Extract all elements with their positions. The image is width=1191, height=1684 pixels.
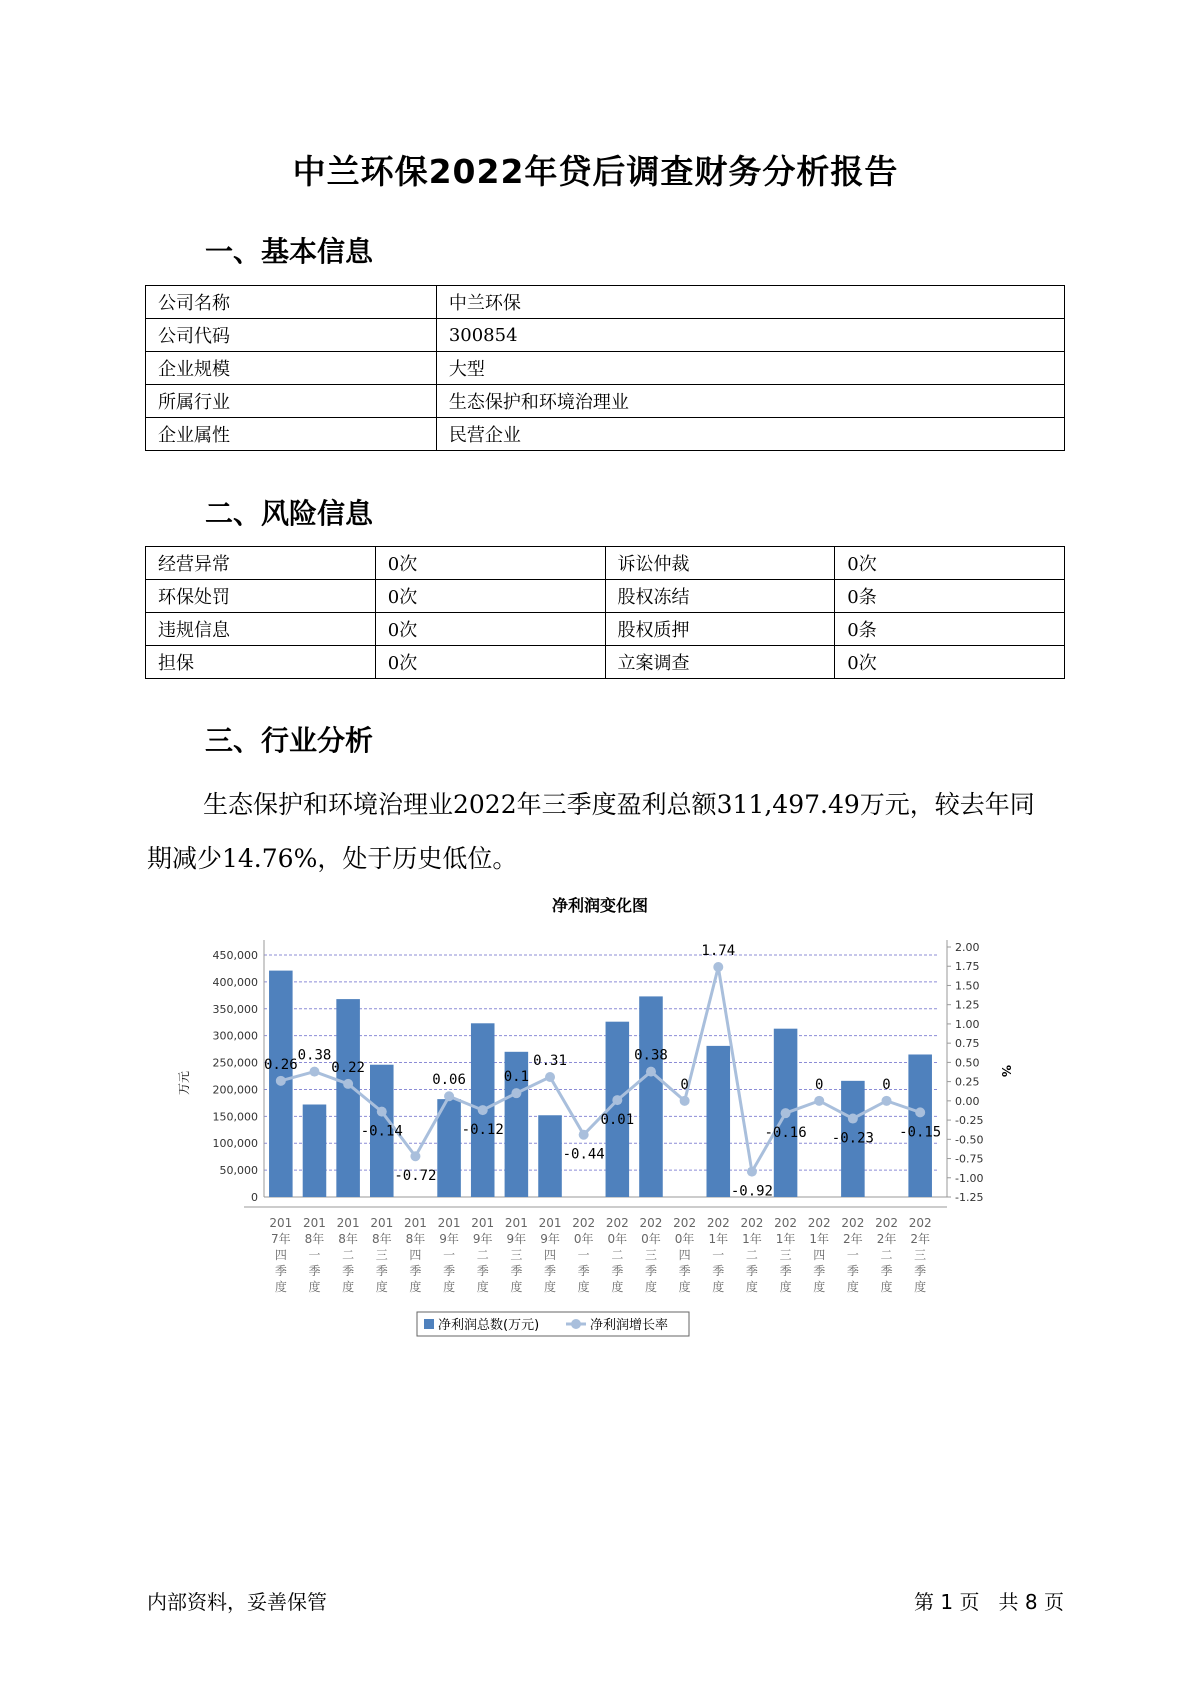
section-heading-basic: 一、基本信息 (205, 235, 374, 268)
y-right-tick-label: -0.25 (955, 1114, 984, 1128)
growth-rate-point (814, 1096, 824, 1106)
growth-rate-data-label: -0.12 (461, 1122, 504, 1139)
y-right-tick-label: 0.00 (955, 1094, 980, 1108)
y-tick-label: 250,000 (212, 1056, 258, 1070)
basic-row (146, 319, 1065, 352)
y-tick-label: 400,000 (212, 975, 258, 989)
x-tick-label: 201 8年二季度 (336, 1216, 360, 1294)
risk-row (146, 646, 1065, 679)
risk-value-cell: 0条 (835, 613, 1065, 646)
x-tick-label: 201 8年三季度 (370, 1216, 394, 1294)
basic-label-cell: 企业规模 (146, 352, 437, 385)
risk-label-cell: 股权冻结 (605, 580, 835, 613)
y-right-tick-label: 1.00 (955, 1017, 980, 1031)
growth-rate-point (579, 1130, 589, 1140)
basic-value-cell: 大型 (436, 352, 1064, 385)
basic-value-cell: 民营企业 (436, 418, 1064, 451)
risk-label-cell: 违规信息 (146, 613, 376, 646)
growth-rate-data-label: -0.15 (899, 1124, 942, 1141)
risk-row (146, 547, 1065, 580)
legend-line-label: 净利润增长率 (590, 1318, 669, 1333)
growth-rate-data-label: 0.01 (600, 1112, 635, 1129)
y-tick-label: 350,000 (212, 1002, 258, 1016)
x-tick-label: 202 2年二季度 (875, 1216, 898, 1294)
growth-rate-point (612, 1095, 622, 1105)
bar (706, 1046, 730, 1197)
y-tick-label: 50,000 (219, 1164, 258, 1178)
growth-rate-data-label: 0.38 (634, 1047, 668, 1064)
x-tick-label: 202 0年四季度 (673, 1216, 697, 1294)
x-tick-label: 202 1年二季度 (740, 1216, 764, 1294)
growth-rate-data-label: 0.06 (432, 1072, 466, 1089)
risk-info-table (145, 546, 1065, 679)
risk-label-cell: 担保 (146, 646, 376, 679)
growth-rate-data-label: -0.23 (831, 1130, 874, 1147)
x-tick-label: 201 9年三季度 (504, 1216, 528, 1294)
growth-rate-point (343, 1079, 353, 1089)
y-right-tick-label: -0.75 (955, 1152, 984, 1166)
growth-rate-data-label: -0.14 (360, 1123, 403, 1140)
basic-label-cell: 企业属性 (146, 418, 437, 451)
legend-line-marker (571, 1319, 581, 1329)
growth-rate-data-label: -0.16 (764, 1125, 807, 1142)
growth-rate-point (781, 1108, 791, 1118)
x-tick-label: 202 0年二季度 (605, 1216, 629, 1294)
x-tick-label: 202 2年一季度 (841, 1216, 865, 1294)
x-tick-label: 201 9年一季度 (437, 1216, 461, 1294)
basic-row (146, 385, 1065, 418)
y-tick-label: 150,000 (212, 1110, 258, 1124)
y-right-tick-label: -1.00 (955, 1171, 984, 1185)
x-tick-label: 201 8年一季度 (303, 1216, 326, 1294)
chart-title: 净利润变化图 (551, 896, 649, 915)
y-right-tick-label: 0.25 (955, 1075, 980, 1089)
report-title: 中兰环保2022年贷后调查财务分析报告 (292, 152, 899, 191)
growth-rate-point (680, 1096, 690, 1106)
section-heading-industry: 三、行业分析 (205, 724, 374, 757)
y-axis-title: 万元 (177, 1070, 191, 1096)
growth-rate-data-label: -0.92 (730, 1183, 774, 1200)
x-tick-label: 202 1年三季度 (774, 1216, 798, 1294)
x-tick-label: 201 9年二季度 (471, 1216, 495, 1294)
growth-rate-point (309, 1067, 319, 1077)
x-tick-label: 201 9年四季度 (538, 1216, 562, 1294)
page-number: 第 1 页 共 8 页 (914, 1590, 1064, 1614)
legend-bar-label: 净利润总数(万元) (438, 1318, 540, 1333)
growth-rate-data-label: 0.1 (503, 1069, 530, 1086)
y-right-axis-title: % (999, 1064, 1013, 1078)
y-right-tick-label: 0.75 (955, 1037, 980, 1051)
net-profit-chart (177, 885, 1040, 1355)
growth-rate-data-label: 0.38 (297, 1047, 332, 1064)
risk-row (146, 580, 1065, 613)
x-tick-label: 202 2年三季度 (908, 1216, 932, 1294)
growth-rate-data-label: 1.74 (701, 943, 736, 959)
x-tick-label: 202 1年一季度 (706, 1216, 730, 1294)
growth-rate-point (646, 1067, 656, 1077)
y-right-tick-label: 1.75 (955, 960, 980, 974)
bar (336, 999, 360, 1197)
basic-row (146, 418, 1065, 451)
risk-value-cell: 0次 (835, 646, 1065, 679)
y-right-tick-label: -0.50 (955, 1133, 984, 1147)
growth-rate-point (377, 1107, 387, 1117)
risk-row (146, 613, 1065, 646)
y-tick-label: 200,000 (212, 1083, 258, 1097)
y-tick-label: 100,000 (212, 1137, 258, 1151)
risk-value-cell: 0次 (375, 646, 605, 679)
growth-rate-point (410, 1151, 420, 1161)
industry-paragraph: 生态保护和环境治理业2022年三季度盈利总额311,497.49万元，较去年同期减少14.76%，处于历史低位。 (147, 790, 1035, 873)
x-tick-label: 201 8年四季度 (403, 1216, 427, 1294)
growth-rate-point (747, 1167, 757, 1177)
x-tick-label: 202 1年四季度 (807, 1216, 831, 1294)
y-right-tick-label: 1.50 (955, 979, 980, 993)
growth-rate-data-label: 0.26 (263, 1056, 298, 1073)
bar (639, 996, 663, 1197)
y-right-tick-label: 1.25 (955, 998, 980, 1012)
bar (538, 1115, 562, 1197)
basic-label-cell: 所属行业 (146, 385, 437, 418)
growth-rate-point (444, 1091, 454, 1101)
basic-row (146, 286, 1065, 319)
growth-rate-point (511, 1088, 521, 1098)
growth-rate-point (882, 1096, 892, 1106)
y-tick-label: 300,000 (212, 1029, 258, 1043)
basic-value-cell: 中兰环保 (436, 286, 1064, 319)
growth-rate-data-label: -0.44 (562, 1146, 605, 1163)
risk-value-cell: 0条 (835, 580, 1065, 613)
risk-label-cell: 环保处罚 (146, 580, 376, 613)
y-right-tick-label: 2.00 (955, 941, 980, 954)
x-tick-label: 201 7年四季度 (269, 1216, 293, 1294)
basic-label-cell: 公司代码 (146, 319, 437, 352)
growth-rate-data-label: 0 (882, 1076, 891, 1093)
growth-rate-data-label: 0 (815, 1076, 824, 1093)
basic-info-table (145, 285, 1065, 451)
risk-label-cell: 股权质押 (605, 613, 835, 646)
bar (303, 1105, 327, 1197)
y-tick-label: 0 (251, 1191, 258, 1204)
y-right-tick-label: 0.50 (955, 1056, 980, 1070)
footer-note: 内部资料，妥善保管 (147, 1590, 327, 1614)
basic-label-cell: 公司名称 (146, 286, 437, 319)
growth-rate-point (478, 1105, 488, 1115)
basic-value-cell: 300854 (436, 319, 1064, 352)
risk-value-cell: 0次 (835, 547, 1065, 580)
basic-value-cell: 生态保护和环境治理业 (436, 385, 1064, 418)
risk-value-cell: 0次 (375, 580, 605, 613)
growth-rate-data-label: 0 (680, 1076, 689, 1093)
y-tick-label: 450,000 (212, 949, 258, 962)
y-right-tick-label: -1.25 (955, 1191, 984, 1204)
risk-value-cell: 0次 (375, 547, 605, 580)
risk-value-cell: 0次 (375, 613, 605, 646)
x-tick-label: 202 0年三季度 (639, 1216, 663, 1294)
growth-rate-point (276, 1076, 286, 1086)
growth-rate-point (713, 962, 723, 972)
basic-row (146, 352, 1065, 385)
section-heading-risk: 二、风险信息 (205, 497, 374, 530)
risk-label-cell: 诉讼仲裁 (605, 547, 835, 580)
growth-rate-point (545, 1072, 555, 1082)
growth-rate-point (915, 1107, 925, 1117)
growth-rate-point (848, 1114, 858, 1124)
growth-rate-data-label: 0.31 (533, 1053, 567, 1069)
growth-rate-data-label: -0.72 (394, 1168, 437, 1185)
risk-label-cell: 经营异常 (146, 547, 376, 580)
x-tick-label: 202 0年一季度 (572, 1216, 596, 1294)
legend-bar-swatch (424, 1319, 434, 1329)
risk-label-cell: 立案调查 (605, 646, 835, 679)
growth-rate-data-label: 0.22 (331, 1059, 365, 1076)
